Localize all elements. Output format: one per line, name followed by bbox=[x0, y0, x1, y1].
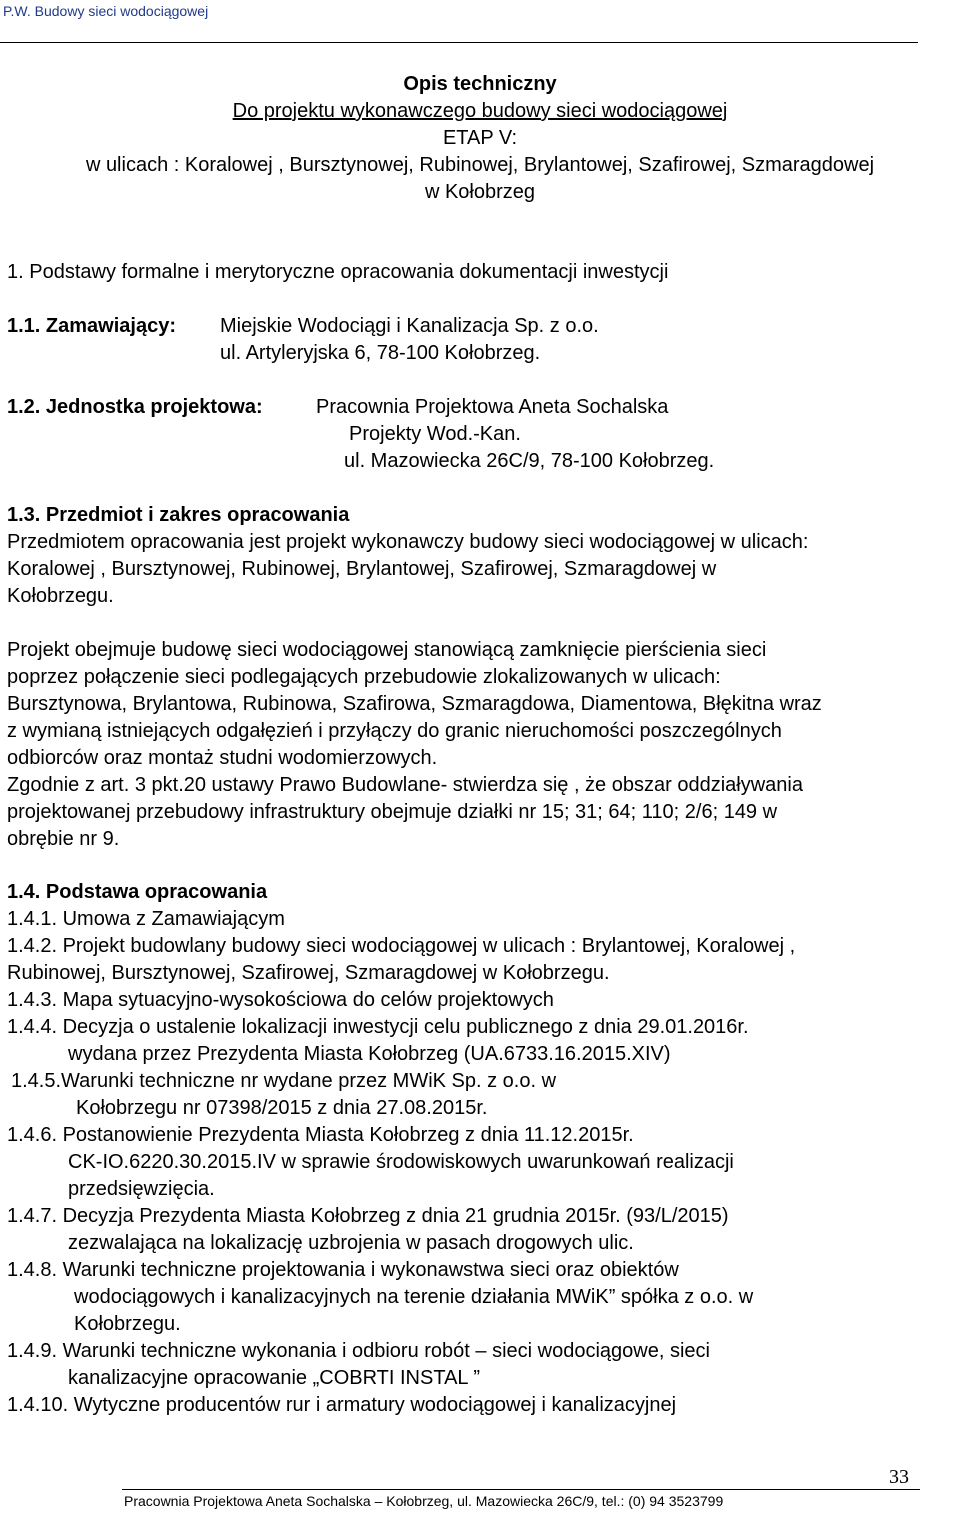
basis-item: 1.4.4. Decyzja o ustalenie lokalizacji inwestycji celu publicznego z dnia 29.01.2016r. bbox=[7, 1016, 749, 1038]
basis-item: 1.4.5.Warunki techniczne nr wydane przez MWiK Sp. z o.o. w bbox=[11, 1070, 557, 1092]
basis-item: 1.4.6. Postanowienie Prezydenta Miasta Kołobrzeg z dnia 11.12.2015r. bbox=[7, 1124, 634, 1146]
basis-item-continued: Rubinowej, Bursztynowej, Szafirowej, Szmaragdowej w Kołobrzegu. bbox=[7, 962, 610, 984]
paragraph-line: Przedmiotem opracowania jest projekt wykonawczy budowy sieci wodociągowej w ulicach: bbox=[7, 531, 809, 553]
section-1-4-heading: 1.4. Podstawa opracowania bbox=[7, 881, 268, 903]
paragraph-line: poprzez połączenie sieci podlegających przebudowie zlokalizowanych w ulicach: bbox=[7, 666, 721, 688]
paragraph-line: z wymianą istniejących odgałęzień i przyłączy do granic nieruchomości poszczególnych bbox=[7, 720, 782, 742]
basis-item-continued: wodociągowych i kanalizacyjnych na terenie działania MWiK” spółka z o.o. w bbox=[74, 1286, 754, 1308]
streets-line: w ulicach : Koralowej , Bursztynowej, Rubinowej, Brylantowej, Szafirowej, Szmaragdowej bbox=[85, 154, 875, 176]
basis-item: 1.4.10. Wytyczne producentów rur i armatury wodociągowej i kanalizacyjnej bbox=[7, 1394, 677, 1416]
basis-item-continued: Kołobrzegu nr 07398/2015 z dnia 27.08.2015r. bbox=[76, 1097, 488, 1119]
design-office-name: Pracownia Projektowa Aneta Sochalska bbox=[316, 396, 669, 418]
running-header: P.W. Budowy sieci wodociągowej bbox=[3, 3, 209, 19]
document-title: Opis techniczny bbox=[403, 73, 557, 95]
header-rule bbox=[0, 42, 918, 43]
document-subtitle: Do projektu wykonawczego budowy sieci wodociągowej bbox=[232, 100, 728, 122]
basis-item-continued: przedsięwzięcia. bbox=[68, 1178, 215, 1200]
paragraph-line: Kołobrzegu. bbox=[7, 585, 114, 607]
paragraph-line: obrębie nr 9. bbox=[7, 828, 120, 850]
basis-item-continued: zezwalająca na lokalizację uzbrojenia w pasach drogowych ulic. bbox=[68, 1232, 634, 1254]
stage-label: ETAP V: bbox=[442, 127, 518, 149]
basis-item-continued: kanalizacyjne opracowanie „COBRTI INSTAL ” bbox=[68, 1367, 481, 1389]
basis-item-continued: Kołobrzegu. bbox=[74, 1313, 181, 1335]
client-name: Miejskie Wodociągi i Kanalizacja Sp. z o.o. bbox=[220, 315, 599, 337]
paragraph-line: Zgodnie z art. 3 pkt.20 ustawy Prawo Budowlane- stwierdza się , że obszar oddziaływania bbox=[7, 774, 803, 796]
paragraph-line: Bursztynowa, Brylantowa, Rubinowa, Szafirowa, Szmaragdowa, Diamentowa, Błękitna wraz bbox=[7, 693, 822, 715]
basis-item-continued: wydana przez Prezydenta Miasta Kołobrzeg (UA.6733.16.2015.XIV) bbox=[68, 1043, 671, 1065]
section-1-1-label: 1.1. Zamawiający: bbox=[7, 315, 176, 337]
page-number: 33 bbox=[889, 1466, 909, 1488]
client-address: ul. Artyleryjska 6, 78-100 Kołobrzeg. bbox=[220, 342, 541, 364]
footer-rule bbox=[122, 1489, 920, 1490]
basis-item: 1.4.9. Warunki techniczne wykonania i odbioru robót – sieci wodociągowe, sieci bbox=[7, 1340, 710, 1362]
basis-item: 1.4.8. Warunki techniczne projektowania i wykonawstwa sieci oraz obiektów bbox=[7, 1259, 679, 1281]
section-1-heading: 1. Podstawy formalne i merytoryczne opracowania dokumentacji inwestycji bbox=[7, 261, 669, 283]
section-1-3-heading: 1.3. Przedmiot i zakres opracowania bbox=[7, 504, 350, 526]
paragraph-line: Projekt obejmuje budowę sieci wodociągowej stanowiącą zamknięcie pierścienia sieci bbox=[7, 639, 767, 661]
section-1-2-label: 1.2. Jednostka projektowa: bbox=[7, 396, 263, 418]
paragraph-line: odbiorców oraz montaż studni wodomierzowych. bbox=[7, 747, 438, 769]
basis-item: 1.4.3. Mapa sytuacyjno-wysokościowa do celów projektowych bbox=[7, 989, 554, 1011]
design-office-address: ul. Mazowiecka 26C/9, 78-100 Kołobrzeg. bbox=[344, 450, 715, 472]
basis-item: 1.4.1. Umowa z Zamawiającym bbox=[7, 908, 285, 930]
paragraph-line: projektowanej przebudowy infrastruktury obejmuje działki nr 15; 31; 64; 110; 2/6; 149 w bbox=[7, 801, 778, 823]
paragraph-line: Koralowej , Bursztynowej, Rubinowej, Brylantowej, Szafirowej, Szmaragdowej w bbox=[7, 558, 717, 580]
basis-item-continued: CK-IO.6220.30.2015.IV w sprawie środowiskowych uwarunkowań realizacji bbox=[68, 1151, 734, 1173]
city-line: w Kołobrzeg bbox=[424, 181, 536, 203]
design-office-type: Projekty Wod.-Kan. bbox=[349, 423, 521, 445]
basis-item: 1.4.2. Projekt budowlany budowy sieci wodociągowej w ulicach : Brylantowej, Koralowej , bbox=[7, 935, 796, 957]
page-footer: Pracownia Projektowa Aneta Sochalska – Kołobrzeg, ul. Mazowiecka 26C/9, tel.: (0) 94 3523799 bbox=[124, 1493, 724, 1509]
basis-item: 1.4.7. Decyzja Prezydenta Miasta Kołobrzeg z dnia 21 grudnia 2015r. (93/L/2015) bbox=[7, 1205, 729, 1227]
